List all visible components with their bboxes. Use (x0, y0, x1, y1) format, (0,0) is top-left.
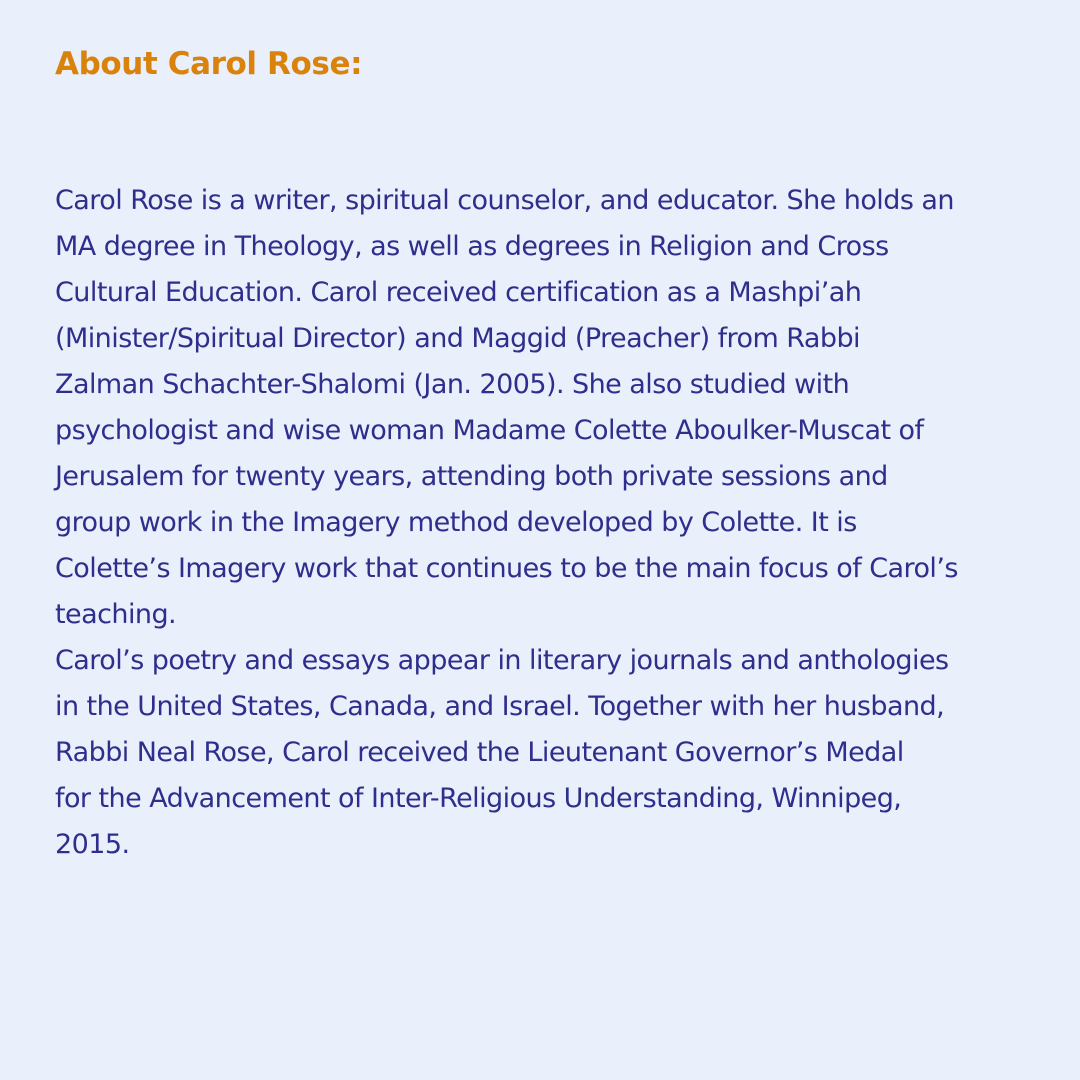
bio-text (55, 178, 1030, 868)
text-line: Carol’s poetry and essays appear in literary journals and anthologies (55, 645, 949, 676)
bio-paragraph-1 (55, 178, 1030, 638)
text-line: 2015. (55, 829, 130, 860)
text-line: teaching. (55, 599, 177, 630)
bio-paragraph-2 (55, 638, 1030, 868)
text-line: Rabbi Neal Rose, Carol received the Lieutenant Governor’s Medal (55, 737, 904, 768)
text-line: Carol Rose is a writer, spiritual counselor, and educator. She holds an (55, 185, 954, 216)
text-line: MA degree in Theology, as well as degrees in Religion and Cross (55, 231, 889, 262)
text-line: in the United States, Canada, and Israel. Together with her husband, (55, 691, 945, 722)
text-line: psychologist and wise woman Madame Colette Aboulker-Muscat of (55, 415, 924, 446)
text-line: Jerusalem for twenty years, attending both private sessions and (55, 461, 888, 492)
page-title: About Carol Rose: (55, 46, 363, 82)
about-section (55, 44, 1030, 868)
text-line: (Minister/Spiritual Director) and Maggid (Preacher) from Rabbi (55, 323, 861, 354)
text-line: group work in the Imagery method developed by Colette. It is (55, 507, 857, 538)
text-line: Colette’s Imagery work that continues to be the main focus of Carol’s (55, 553, 958, 584)
text-line: for the Advancement of Inter-Religious Understanding, Winnipeg, (55, 783, 902, 814)
text-line: Cultural Education. Carol received certification as a Mashpi’ah (55, 277, 862, 308)
text-line: Zalman Schachter-Shalomi (Jan. 2005). She also studied with (55, 369, 850, 400)
